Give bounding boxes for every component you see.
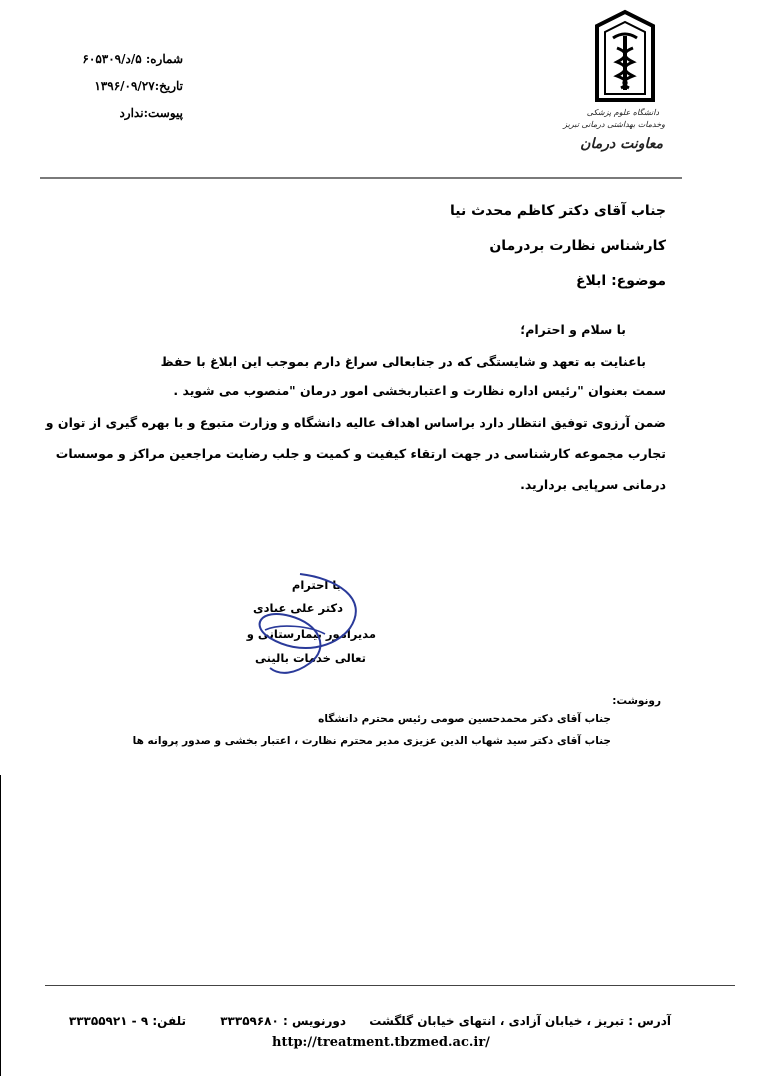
scan-edge-line [0, 775, 1, 1076]
header-divider [40, 177, 682, 179]
handwritten-signature [240, 568, 380, 688]
body-line: درمانی سرپایی بردارید. [520, 477, 666, 492]
cc-line: جناب آقای دکتر سید شهاب الدین عزیزی مدیر محترم نظارت ، اعتبار بخشی و صدور پروانه ها [132, 735, 611, 747]
body-line: ضمن آرزوی توفیق انتظار دارد براساس اهداف عالیه دانشگاه و وزارت متبوع و با بهره گیری از توان و [45, 415, 666, 430]
emblem-icon [585, 8, 665, 108]
letter-number: شماره: ۵/د/۶۰۵۳۰۹ [82, 52, 183, 66]
body-line: تجارب مجموعه کارشناسی در جهت ارتقاء کیفیت و کمیت و جلب رضایت مراجعین مراکز و موسسات [55, 446, 666, 461]
footer-phone: تلفن: ۹ - ۳۳۳۵۵۹۲۱ [68, 1014, 186, 1028]
footer-fax: دورنویس : ۳۳۳۵۹۶۸۰ [220, 1014, 346, 1028]
cc-line: جناب آقای دکتر محمدحسین صومی رئیس محترم دانشگاه [318, 713, 611, 725]
letter-subject: موضوع: ابلاغ [575, 273, 666, 289]
footer-address: آدرس : تبریز ، خیابان آزادی ، انتهای خیابان گلگشت [369, 1014, 671, 1028]
university-logo [563, 8, 665, 158]
greeting: با سلام و احترام؛ [520, 322, 626, 337]
recipient-role: کارشناس نظارت بردرمان [489, 238, 666, 254]
signature-title-1: مدیرامور بیمارستانی و [246, 627, 376, 641]
footer-divider [45, 985, 735, 986]
letter-date: تاریخ:۱۳۹۶/۰۹/۲۷ [94, 79, 183, 93]
signature-title-2: تعالی خدمات بالینی [255, 651, 366, 665]
body-line: باعنایت به تعهد و شایستگی که در جنابعالی سراغ دارم بموجب این ابلاغ با حفظ [160, 354, 646, 369]
signature-closing: با احترام [291, 578, 341, 592]
body-line: سمت بعنوان "رئیس اداره نظارت و اعتباربخشی امور درمان "منصوب می شوید . [173, 383, 666, 398]
footer-website[interactable]: http://treatment.tbzmed.ac.ir/ [272, 1035, 490, 1050]
signature-name: دکتر علی عبادی [253, 601, 343, 615]
cc-label: رونوشت: [612, 695, 661, 707]
logo-line-2: وخدمات بهداشتی درمانی تبریز [563, 120, 665, 129]
logo-line-3: معاونت درمان [580, 136, 663, 152]
recipient-name: جناب آقای دکتر کاظم محدث نیا [449, 203, 666, 219]
logo-line-1: دانشگاه علوم پزشکی [586, 108, 659, 117]
letter-attachment: پیوست:ندارد [119, 106, 183, 120]
